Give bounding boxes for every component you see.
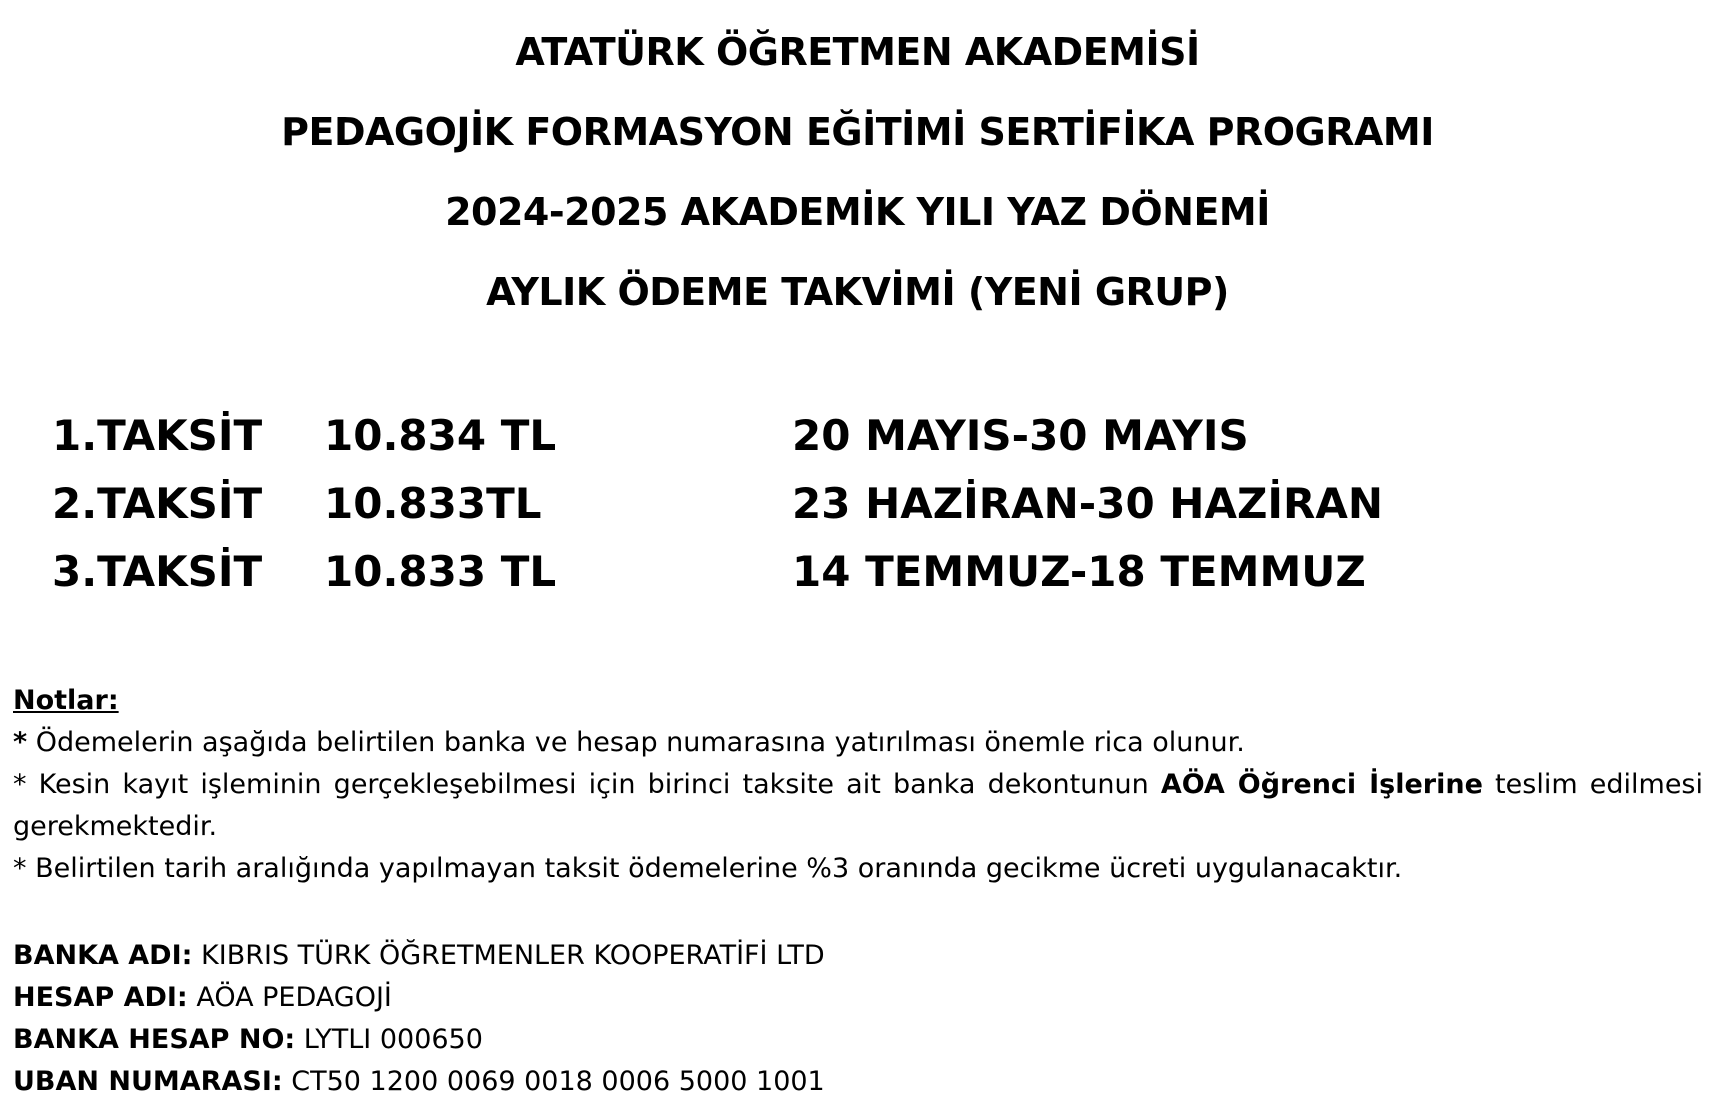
installment-row-1 xyxy=(52,402,1552,470)
installment-amount: 10.833 TL xyxy=(324,547,557,596)
document-header xyxy=(0,12,1715,332)
installment-dates: 14 TEMMUZ-18 TEMMUZ xyxy=(792,547,1366,596)
institution-title: ATATÜRK ÖĞRETMEN AKADEMİSİ xyxy=(515,30,1200,74)
installment-amount: 10.833TL xyxy=(324,479,542,528)
note-text: * Kesin kayıt işleminin gerçekleşebilmesi için birinci taksite ait banka dekontunun xyxy=(13,769,1161,800)
installment-amount: 10.834 TL xyxy=(324,411,557,460)
account-name-row xyxy=(13,977,1703,1019)
installment-dates: 23 HAZİRAN-30 HAZİRAN xyxy=(792,479,1384,528)
account-name-label: HESAP ADI: xyxy=(13,982,188,1013)
academic-year-title: 2024-2025 AKADEMİK YILI YAZ DÖNEMİ xyxy=(445,190,1270,234)
note-2 xyxy=(13,764,1703,806)
note-3: * Belirtilen tarih aralığında yapılmayan taksit ödemelerine %3 oranında gecikme ücreti uygulanacaktır. xyxy=(13,853,1403,884)
account-name-value: AÖA PEDAGOJİ xyxy=(187,982,392,1013)
note-2-continuation: gerekmektedir. xyxy=(13,811,218,842)
bank-name-value: KIBRIS TÜRK ÖĞRETMENLER KOOPERATİFİ LTD xyxy=(192,940,825,971)
schedule-title: AYLIK ÖDEME TAKVİMİ (YENİ GRUP) xyxy=(486,270,1229,314)
installment-label: 3.TAKSİT xyxy=(52,547,263,596)
note-emphasis: AÖA Öğrenci İşlerine xyxy=(1160,769,1483,800)
payment-schedule xyxy=(52,402,1552,606)
installment-row-3 xyxy=(52,538,1552,606)
account-number-row xyxy=(13,1019,1703,1061)
installment-dates: 20 MAYIS-30 MAYIS xyxy=(792,411,1249,460)
note-text: Ödemelerin aşağıda belirtilen banka ve hesap numarasına yatırılması önemle rica olunur. xyxy=(27,727,1245,758)
bank-details xyxy=(13,935,1703,1103)
iban-value: CT50 1200 0069 0018 0006 5000 1001 xyxy=(282,1066,825,1097)
account-number-value: LYTLI 000650 xyxy=(295,1024,483,1055)
account-number-label: BANKA HESAP NO: xyxy=(13,1024,296,1055)
note-bullet: * xyxy=(13,727,28,758)
note-1 xyxy=(13,722,1703,764)
iban-row xyxy=(13,1061,1703,1103)
note-text: teslim edilmesi xyxy=(1482,769,1703,800)
notes-title: Notlar: xyxy=(13,685,119,716)
iban-label: UBAN NUMARASI: xyxy=(13,1066,283,1097)
installment-label: 1.TAKSİT xyxy=(52,411,263,460)
bank-name-label: BANKA ADI: xyxy=(13,940,193,971)
installment-label: 2.TAKSİT xyxy=(52,479,263,528)
installment-row-2 xyxy=(52,470,1552,538)
program-title: PEDAGOJİK FORMASYON EĞİTİMİ SERTİFİKA PROGRAMI xyxy=(281,110,1434,154)
notes-section xyxy=(13,680,1703,890)
bank-name-row xyxy=(13,935,1703,977)
